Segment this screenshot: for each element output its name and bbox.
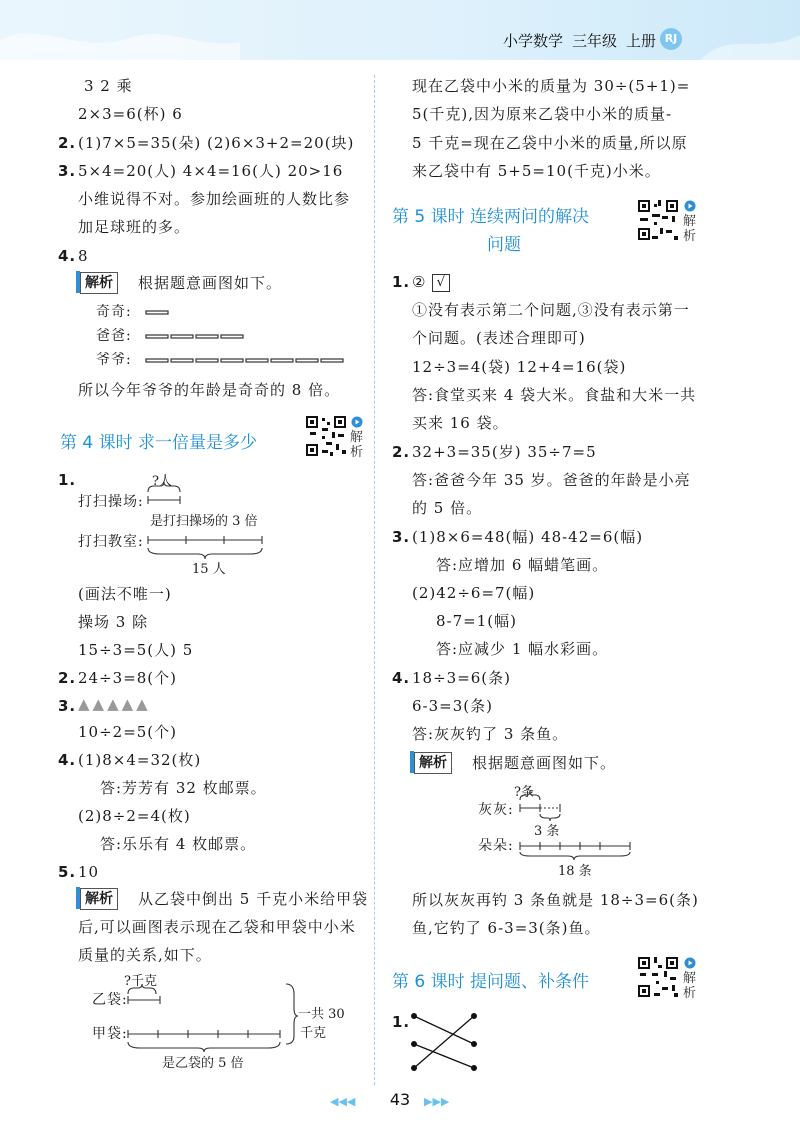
answer-line: (2)42÷6=7(幅) <box>412 584 536 602</box>
segment-diagram-bags <box>120 982 300 1062</box>
diagram-question-label: ?条 <box>514 785 534 800</box>
answer-line: (1)8×6=48(幅) 48-42=6(幅) <box>412 528 644 546</box>
answer-line: 5(千克),因为原来乙袋中小米的质量- <box>412 105 673 123</box>
qr-code-icon[interactable] <box>304 414 348 458</box>
page-footer <box>0 1090 800 1130</box>
analysis-label-text: 解析 <box>85 275 113 291</box>
analysis-conclusion: 所以今年爷爷的年龄是奇奇的 8 倍。 <box>78 381 341 399</box>
analysis-bar-decoration <box>76 887 80 909</box>
question-number: 2. <box>58 134 77 152</box>
answer-line: 15÷3=5(人) 5 <box>78 641 194 659</box>
diagram-question-label: ?人 <box>152 474 172 489</box>
answer-line: 的 5 倍。 <box>412 499 483 517</box>
diagram-total: 一共 30 <box>298 1007 345 1022</box>
qr-analysis-label: 解析 <box>683 214 697 244</box>
question-number: 4. <box>58 247 77 265</box>
diagram-label: 奇奇: <box>96 304 132 320</box>
diagram-label: 打扫操场: <box>78 494 144 510</box>
answer-line: 8 <box>78 247 89 265</box>
edition-badge: RJ <box>660 28 682 50</box>
question-number: 3. <box>392 528 411 546</box>
answer-line: 6-3=3(条) <box>412 697 493 715</box>
answer-line: 10 <box>78 863 100 881</box>
answer-line: 小维说得不对。参加绘画班的人数比参 <box>78 190 351 208</box>
analysis-conclusion: 鱼,它钓了 6-3=3(条)鱼。 <box>412 919 601 937</box>
question-number: 4. <box>392 669 411 687</box>
answer-line: 答:爸爸今年 35 岁。爸爸的年龄是小亮 <box>412 471 691 489</box>
answer-line: 操场 3 除 <box>78 613 149 631</box>
diagram-label: 爷爷: <box>96 352 132 368</box>
column-divider <box>374 75 375 1085</box>
play-icon <box>684 200 696 212</box>
answer-line: 5×4=20(人) 4×4=16(人) 20>16 <box>78 162 344 180</box>
question-number: 1. <box>392 1013 411 1031</box>
check-mark-icon: √ <box>432 274 450 292</box>
answer-choice <box>412 272 450 292</box>
answer-line: (2)8÷2=4(枚) <box>78 807 191 825</box>
qr-code-icon[interactable] <box>636 955 680 999</box>
segment-diagram-fish <box>514 790 644 866</box>
qr-code-icon[interactable] <box>636 198 680 242</box>
answer-line: (1)7×5=35(朵) (2)6×3+2=20(块) <box>78 134 355 152</box>
header-grade: 三年级 <box>572 32 618 50</box>
answer-line: 5 千克=现在乙袋中小米的质量,所以原 <box>412 134 688 152</box>
analysis-text: 根据题意画图如下。 <box>472 754 617 772</box>
diagram-question-label: ?千克 <box>124 974 157 989</box>
qr-analysis-label: 解析 <box>683 971 697 1001</box>
diagram-caption: 是打扫操场的 3 倍 <box>150 514 258 529</box>
answer-line: 12÷3=4(袋) 12+4=16(袋) <box>412 358 627 376</box>
diagram-total: 15 人 <box>192 562 226 577</box>
question-number: 2. <box>392 443 411 461</box>
analysis-text: 后,可以画图表示现在乙袋和甲袋中小米 <box>78 918 356 936</box>
lesson-6-title: 第 6 课时 提问题、补条件 <box>392 972 590 992</box>
question-number: 1. <box>392 273 411 291</box>
analysis-label <box>414 752 452 774</box>
answer-line: 8-7=1(幅) <box>436 612 517 630</box>
answer-line: 答:应增加 6 幅蜡笔画。 <box>436 556 609 574</box>
analysis-text: 质量的关系,如下。 <box>78 946 212 964</box>
answer-line: 答:灰灰钓了 3 条鱼。 <box>412 725 569 743</box>
answer-line: ①没有表示第二个问题,③没有表示第一 <box>412 301 690 319</box>
analysis-text: 根据题意画图如下。 <box>138 274 283 292</box>
answer-line: 18÷3=6(条) <box>412 669 512 687</box>
diagram-label: 打扫教室: <box>78 534 144 550</box>
answer-line: 答:乐乐有 4 枚邮票。 <box>100 835 257 853</box>
lesson-5-title-cont: 问题 <box>487 235 521 255</box>
question-number: 3. <box>58 162 77 180</box>
analysis-label-text: 解析 <box>85 891 113 907</box>
lesson-4-title: 第 4 课时 求一倍量是多少 <box>60 433 258 453</box>
analysis-conclusion: 所以灰灰再钓 3 条鱼就是 18÷3=6(条) <box>412 891 699 909</box>
diagram-caption: 是乙袋的 5 倍 <box>162 1056 244 1071</box>
diagram-label: 甲袋: <box>92 1026 128 1042</box>
answer-line: 2×3=6(杯) 6 <box>78 105 183 123</box>
question-number: 5. <box>58 863 77 881</box>
analysis-label-text: 解析 <box>419 755 447 771</box>
segment-diagram-age <box>140 302 360 372</box>
header-subject: 小学数学 <box>503 32 564 50</box>
answer-line: 个问题。(表述合理即可) <box>412 329 586 347</box>
answer-line: 3 2 乘 <box>84 77 133 95</box>
diagram-label: 爸爸: <box>96 328 132 344</box>
prev-arrows-icon: ◀◀◀ <box>330 1095 356 1108</box>
analysis-bar-decoration <box>76 271 80 293</box>
answer-line: 现在乙袋中小米的质量为 30÷(5+1)= <box>412 77 691 95</box>
answer-choice-value: ② <box>412 273 427 291</box>
diagram-total-unit: 千克 <box>300 1026 327 1041</box>
next-arrows-icon: ▶▶▶ <box>424 1095 450 1108</box>
diagram-label: 乙袋: <box>92 992 128 1008</box>
analysis-text: 从乙袋中倒出 5 千克小米给甲袋 <box>138 890 369 908</box>
answer-line: (1)8×4=32(枚) <box>78 751 202 769</box>
qr-analysis-label: 解析 <box>350 430 364 460</box>
question-number: 1. <box>58 471 77 489</box>
analysis-bar-decoration <box>410 751 414 773</box>
matching-lines-diagram <box>406 1008 482 1078</box>
answer-line: 买来 16 袋。 <box>412 414 509 432</box>
diagram-total: 18 条 <box>558 864 592 879</box>
analysis-label <box>80 272 118 294</box>
answer-line: 答:芳芳有 32 枚邮票。 <box>100 779 267 797</box>
answer-line: 答:食堂买来 4 袋大米。食盐和大米一共 <box>412 386 697 404</box>
page-number: 43 <box>389 1090 411 1109</box>
answer-line: 答:应减少 1 幅水彩画。 <box>436 640 609 658</box>
lesson-5-title: 第 5 课时 连续两问的解决 <box>392 207 590 227</box>
diagram-label: 朵朵: <box>478 838 514 854</box>
play-icon <box>684 957 696 969</box>
question-number: 2. <box>58 669 77 687</box>
answer-line: (画法不唯一) <box>78 585 172 603</box>
play-icon <box>351 416 363 428</box>
answer-line: 10÷2=5(个) <box>78 723 178 741</box>
answer-line: 24÷3=8(个) <box>78 669 178 687</box>
header-volume: 上册 <box>626 32 657 50</box>
answer-line: 来乙袋中有 5+5=10(千克)小米。 <box>412 162 661 180</box>
question-number: 4. <box>58 751 77 769</box>
question-number: 3. <box>58 697 77 715</box>
analysis-label <box>80 888 118 910</box>
segment-diagram-cleaning <box>140 482 280 562</box>
header-title <box>0 30 762 50</box>
diagram-caption: 3 条 <box>534 824 560 839</box>
diagram-label: 灰灰: <box>478 802 514 818</box>
answer-line: 32+3=35(岁) 35÷7=5 <box>412 443 597 461</box>
answer-line: 加足球班的多。 <box>78 218 191 236</box>
triangle-row: ▲▲▲▲▲ <box>78 695 151 713</box>
